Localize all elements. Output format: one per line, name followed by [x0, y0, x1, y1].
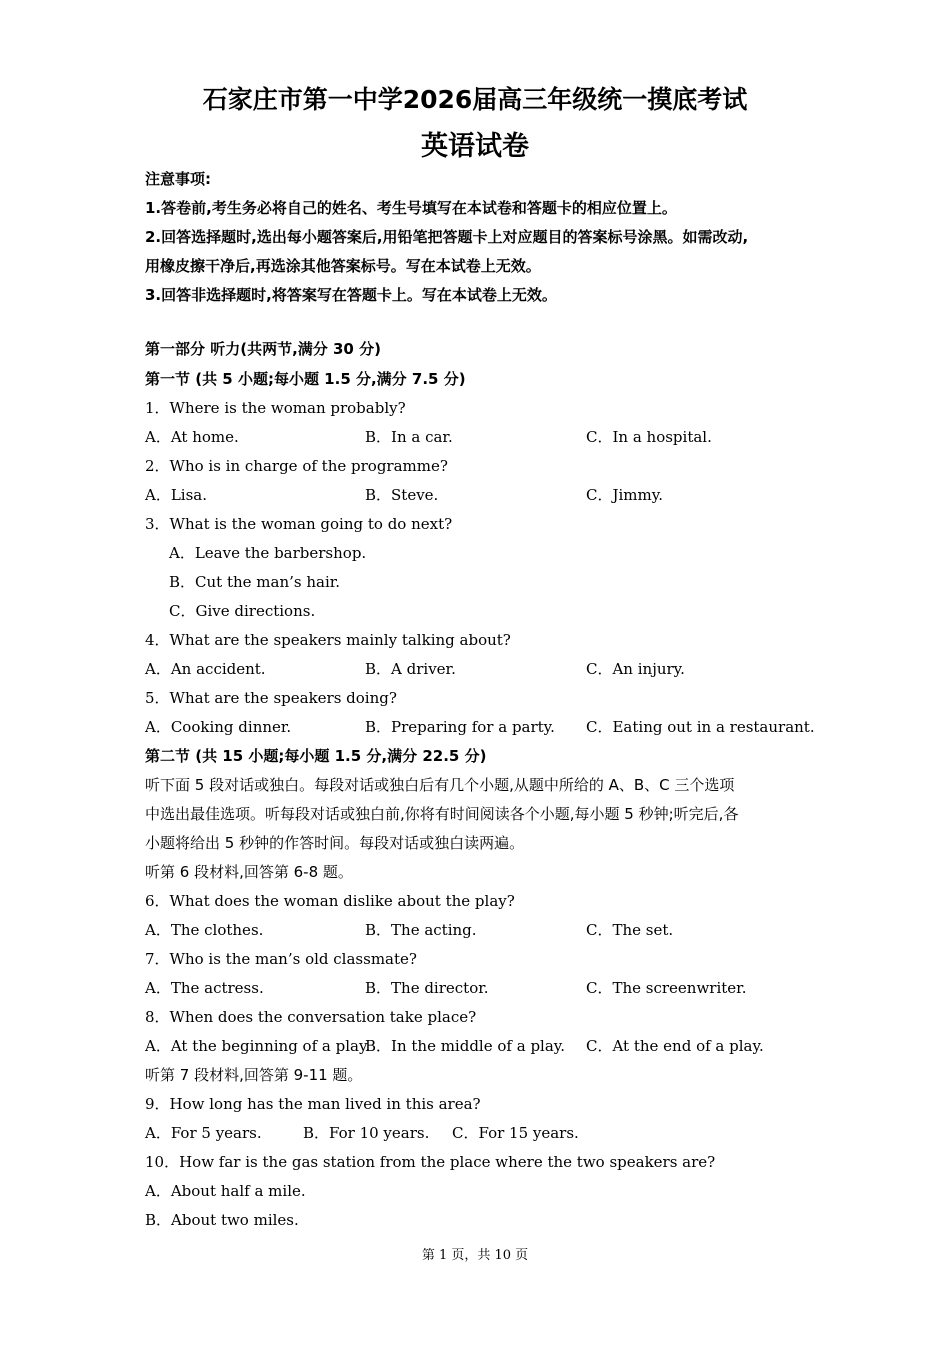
section2-instructions: 小题将给出 5 秒钟的作答时间。每段对话或独白读两遍。 [145, 834, 525, 852]
option-c: C．The screenwriter. [586, 979, 747, 997]
page-footer: 第 1 页，共 10 页 [421, 1248, 529, 1263]
option-c: C．At the end of a play. [586, 1037, 764, 1055]
option-a: A．About half a mile. [145, 1182, 306, 1200]
question-6: 6．What does the woman dislike about the play? [145, 892, 515, 910]
option-b: B．A driver. [365, 660, 456, 678]
option-a: A．At home. [145, 428, 239, 446]
option-b: B．Cut the man’s hair. [169, 573, 341, 591]
option-b: B．The acting. [365, 921, 477, 939]
option-c: C．In a hospital. [586, 428, 712, 446]
option-b: B．Steve. [365, 486, 439, 504]
option-b: B．The director. [365, 979, 489, 997]
option-b: B．Preparing for a party. [365, 718, 555, 736]
material-7-heading: 听第 7 段材料,回答第 9-11 题。 [145, 1066, 363, 1084]
section2-instructions: 听下面 5 段对话或独白。每段对话或独白后有几个小题,从题中所给的 A、B、C 三个选项 [145, 776, 735, 794]
option-c: C．Jimmy. [586, 486, 663, 504]
question-5: 5．What are the speakers doing? [145, 689, 397, 707]
notice-item: 3.回答非选择题时,将答案写在答题卡上。写在本试卷上无效。 [145, 286, 557, 304]
notice-item: 2.回答选择题时,选出每小题答案后,用铅笔把答题卡上对应题目的答案标号涂黑。如需改动, [145, 228, 749, 246]
notice-heading: 注意事项: [145, 170, 211, 188]
section2-instructions: 中选出最佳选项。听每段对话或独白前,你将有时间阅读各个小题,每小题 5 秒钟;听完后,各 [145, 805, 739, 823]
option-a: A．At the beginning of a play. [145, 1037, 371, 1055]
exam-subject: 英语试卷 [421, 131, 529, 162]
part1-heading: 第一部分 听力(共两节,满分 30 分) [145, 340, 381, 358]
option-a: A．Lisa. [145, 486, 207, 504]
question-2: 2．Who is in charge of the programme? [145, 457, 448, 475]
question-8: 8．When does the conversation take place? [145, 1008, 477, 1026]
question-7: 7．Who is the man’s old classmate? [145, 950, 417, 968]
option-a: A．The clothes. [145, 921, 264, 939]
question-9: 9．How long has the man lived in this area? [145, 1095, 481, 1113]
option-c: C．Give directions. [169, 602, 316, 620]
option-b: B．In a car. [365, 428, 453, 446]
option-a: A．Leave the barbershop. [169, 544, 367, 562]
option-a: A．An accident. [145, 660, 266, 678]
option-c: C．Eating out in a restaurant. [586, 718, 815, 736]
question-10: 10．How far is the gas station from the place where the two speakers are? [145, 1153, 716, 1171]
notice-item: 用橡皮擦干净后,再选涂其他答案标号。写在本试卷上无效。 [145, 257, 541, 275]
option-c: C．For 15 years. [452, 1124, 579, 1142]
notice-item: 1.答卷前,考生务必将自己的姓名、考生号填写在本试卷和答题卡的相应位置上。 [145, 199, 677, 217]
exam-title: 石家庄市第一中学2026届高三年级统一摸底考试 [202, 85, 748, 114]
option-c: C．An injury. [586, 660, 685, 678]
option-c: C．The set. [586, 921, 674, 939]
question-4: 4．What are the speakers mainly talking about? [145, 631, 511, 649]
option-a: A．For 5 years. [145, 1124, 262, 1142]
section2-heading: 第二节 (共 15 小题;每小题 1.5 分,满分 22.5 分) [145, 747, 487, 765]
section1-heading: 第一节 (共 5 小题;每小题 1.5 分,满分 7.5 分) [145, 370, 466, 388]
option-b: B．For 10 years. [303, 1124, 430, 1142]
option-b: B．About two miles. [145, 1211, 299, 1229]
option-b: B．In the middle of a play. [365, 1037, 566, 1055]
question-1: 1．Where is the woman probably? [145, 399, 406, 417]
option-a: A．Cooking dinner. [145, 718, 292, 736]
material-6-heading: 听第 6 段材料,回答第 6-8 题。 [145, 863, 353, 881]
option-a: A．The actress. [145, 979, 264, 997]
question-3: 3．What is the woman going to do next? [145, 515, 453, 533]
